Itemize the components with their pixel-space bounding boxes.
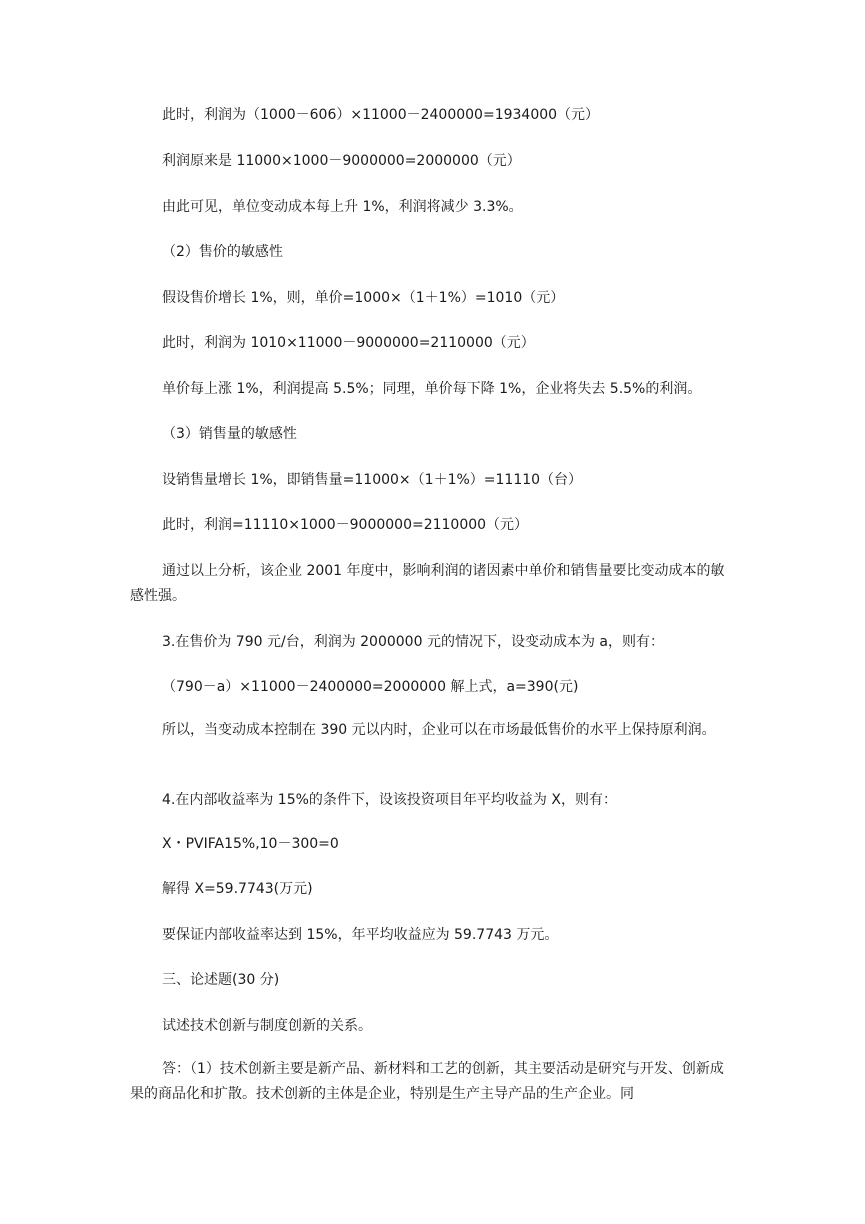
paragraph: 解得 X=59.7743(万元)	[162, 881, 313, 897]
paragraph: 此时，利润为（1000－606）×11000－2400000=1934000（元）	[162, 107, 600, 123]
formula: X・PVIFA15%,10－300=0	[162, 836, 339, 852]
paragraph: 答：（1）技术创新主要是新产品、新材料和工艺的创新，其主要活动是研究与开发、创新成果的商品化和扩散。技术创新的主体是企业，特别是生产主导产品的生产企业。同	[130, 1061, 724, 1102]
paragraph: 假设售价增长 1%，则，单价=1000×（1＋1%）=1010（元）	[162, 290, 565, 306]
section-heading: （3）销售量的敏感性	[162, 426, 297, 442]
paragraph: 由此可见，单位变动成本每上升 1%，利润将减少 3.3%。	[162, 199, 523, 215]
paragraph: 通过以上分析，该企业 2001 年度中，影响利润的诸因素中单价和销售量要比变动成本的敏感性强。	[130, 563, 725, 604]
paragraph: 单价每上涨 1%，利润提高 5.5%；同理，单价每下降 1%，企业将失去 5.5%的利润。	[162, 381, 702, 397]
paragraph: 要保证内部收益率达到 15%，年平均收益应为 59.7743 万元。	[162, 927, 559, 943]
section-heading: （2）售价的敏感性	[162, 244, 283, 260]
paragraph: （790－a）×11000－2400000=2000000 解上式，a=390(元)	[162, 679, 579, 695]
question: 试述技术创新与制度创新的关系。	[162, 1018, 372, 1034]
paragraph: 此时，利润=11110×1000－9000000=2110000（元）	[162, 517, 529, 533]
paragraph: 此时，利润为 1010×11000－9000000=2110000（元）	[162, 335, 535, 351]
paragraph: 3.在售价为 790 元/台，利润为 2000000 元的情况下，设变动成本为 a，则有：	[162, 634, 664, 650]
section-heading: 三、论述题(30 分)	[162, 972, 280, 988]
paragraph: 设销售量增长 1%，即销售量=11000×（1＋1%）=11110（台）	[162, 472, 583, 488]
paragraph: 4.在内部收益率为 15%的条件下，设该投资项目年平均收益为 X，则有：	[162, 792, 617, 808]
paragraph: 利润原来是 11000×1000－9000000=2000000（元）	[162, 153, 521, 169]
paragraph: 所以，当变动成本控制在 390 元以内时，企业可以在市场最低售价的水平上保持原利润。	[162, 722, 716, 738]
